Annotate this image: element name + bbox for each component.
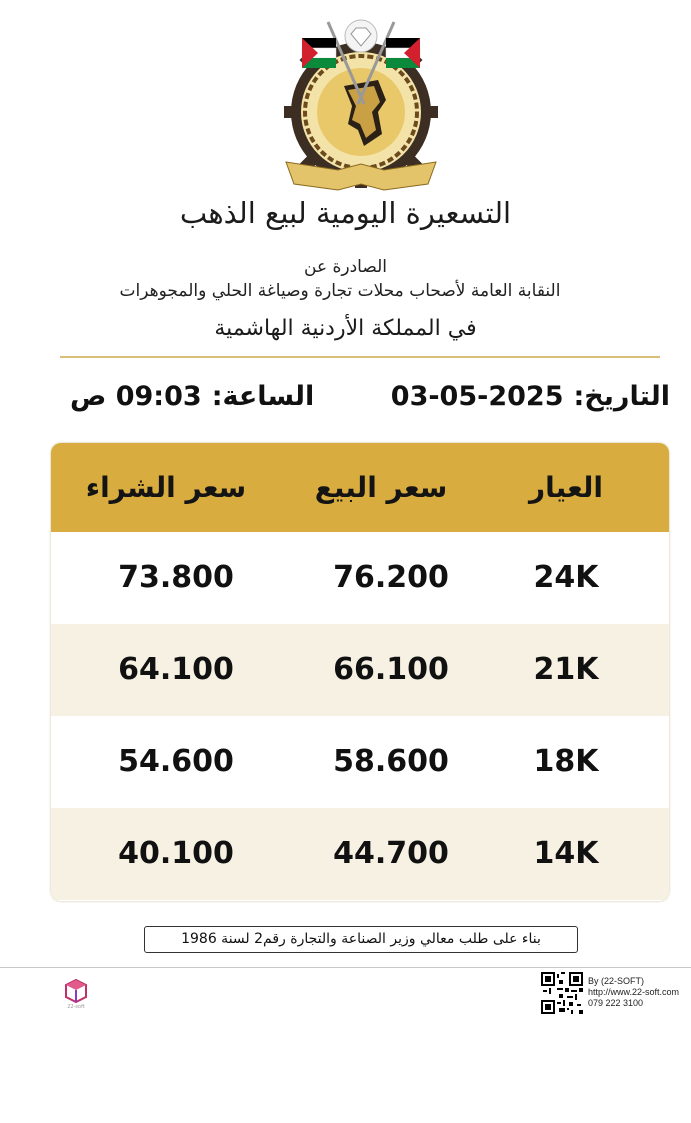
header-divider xyxy=(60,356,660,358)
page-title: التسعيرة اليومية لبيع الذهب xyxy=(179,196,512,230)
credits-phone: 079 222 3100 xyxy=(588,998,644,1008)
buy-price-cell: 64.100 xyxy=(118,652,234,687)
time-value: 09:03 ص xyxy=(70,381,202,412)
buy-price-cell: 54.600 xyxy=(118,744,234,779)
sell-price-cell: 76.200 xyxy=(333,560,449,595)
time-label: الساعة: xyxy=(211,381,315,412)
karat-cell: 14K xyxy=(533,836,599,871)
union-name: النقابة العامة لأصحاب محلات تجارة وصياغة الحلي والمجوهرات xyxy=(119,281,561,301)
developer-credits xyxy=(588,976,679,1009)
date-group xyxy=(381,381,670,412)
credits-by: By (22-SOFT) xyxy=(588,976,645,986)
credits-url[interactable]: http://www.22-soft.com xyxy=(588,987,680,997)
table-row xyxy=(51,532,669,624)
date-value: 03-05-2025 xyxy=(390,381,564,412)
karat-cell: 24K xyxy=(533,560,599,595)
22soft-brand-icon xyxy=(63,978,89,1004)
karat-cell: 21K xyxy=(533,652,599,687)
karat-cell: 18K xyxy=(533,744,599,779)
header-sell-price: سعر البيع xyxy=(314,471,448,504)
footer-divider xyxy=(0,967,691,968)
table-header xyxy=(51,443,669,532)
table-row xyxy=(51,716,669,808)
issued-by-label: الصادرة عن xyxy=(304,257,387,277)
ministry-note: بناء على طلب معالي وزير الصناعة والتجارة رقم2 لسنة 1986 xyxy=(144,926,578,953)
buy-price-cell: 40.100 xyxy=(118,836,234,871)
table-row xyxy=(51,624,669,716)
sell-price-cell: 66.100 xyxy=(333,652,449,687)
qr-code[interactable] xyxy=(541,972,583,1014)
time-group xyxy=(60,381,314,412)
gold-price-table xyxy=(51,443,669,901)
kingdom-name: في المملكة الأردنية الهاشمية xyxy=(214,316,477,341)
date-label: التاريخ: xyxy=(573,381,670,412)
sell-price-cell: 44.700 xyxy=(333,836,449,871)
brand-caption: 22-soft xyxy=(67,1004,85,1010)
sell-price-cell: 58.600 xyxy=(333,744,449,779)
buy-price-cell: 73.800 xyxy=(118,560,234,595)
header-karat: العيار xyxy=(529,471,603,504)
table-row xyxy=(51,808,669,900)
union-emblem-logo xyxy=(278,14,444,194)
header-buy-price: سعر الشراء xyxy=(85,471,247,504)
